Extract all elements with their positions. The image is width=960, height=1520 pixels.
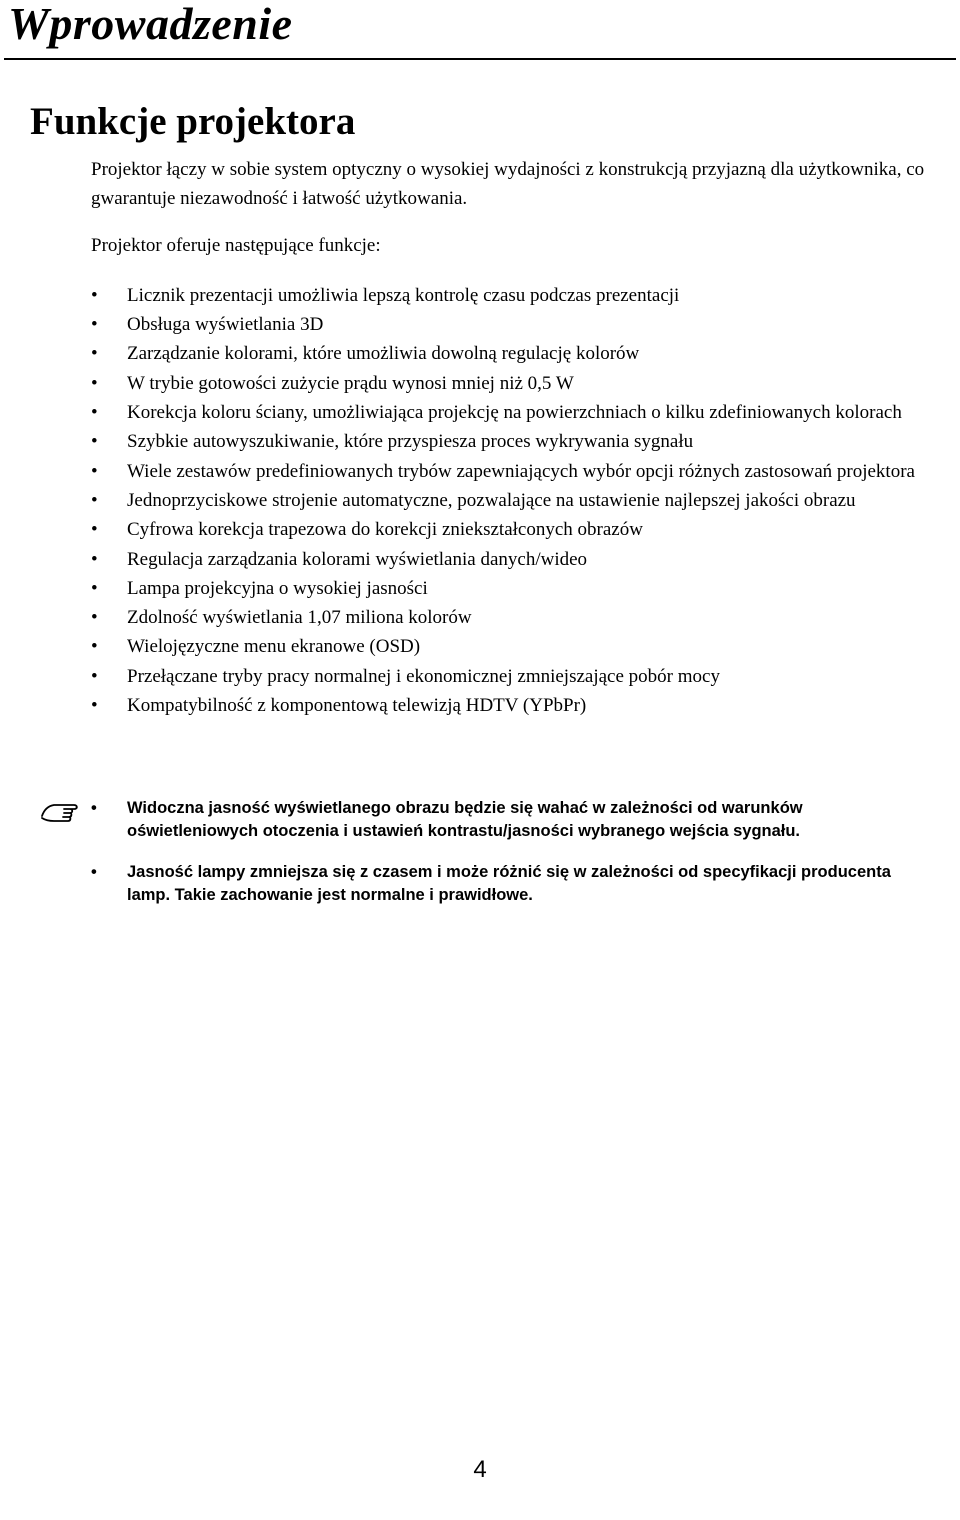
section-title: Funkcje projektora bbox=[30, 100, 356, 143]
feature-item bbox=[91, 486, 941, 515]
feature-text: Wiele zestawów predefiniowanych trybów zapewniających wybór opcji różnych zastosowań projektora bbox=[127, 460, 915, 482]
feature-item bbox=[91, 632, 941, 661]
intro-paragraph: Projektor łączy w sobie system optyczny o wysokiej wydajności z konstrukcją przyjazną dla użytkownika, co gwarantuje niezawodność i łatwość użytkowania. bbox=[91, 159, 925, 210]
feature-item bbox=[91, 427, 941, 456]
bullet-icon: • bbox=[91, 863, 97, 881]
bullet-icon: • bbox=[91, 343, 98, 365]
feature-text: Cyfrowa korekcja trapezowa do korekcji zniekształconych obrazów bbox=[127, 519, 643, 541]
bullet-icon: • bbox=[91, 519, 98, 541]
bullet-icon: • bbox=[91, 460, 98, 482]
feature-item bbox=[91, 603, 941, 632]
feature-text: Kompatybilność z komponentową telewizją HDTV (YPbPr) bbox=[127, 695, 587, 717]
feature-text: Korekcja koloru ściany, umożliwiająca projekcję na powierzchniach o kilku zdefiniowanych kolorach bbox=[127, 402, 902, 424]
feature-text: Jednoprzyciskowe strojenie automatyczne, pozwalające na ustawienie najlepszej jakości obrazu bbox=[127, 489, 856, 511]
feature-text: Przełączane tryby pracy normalnej i ekonomicznej zmniejszające pobór mocy bbox=[127, 665, 720, 687]
feature-text: Zdolność wyświetlania 1,07 miliona kolorów bbox=[127, 607, 472, 629]
feature-item bbox=[91, 339, 941, 368]
note-item bbox=[91, 861, 931, 906]
bullet-icon: • bbox=[91, 695, 98, 717]
bullet-icon: • bbox=[91, 284, 98, 306]
bullet-icon: • bbox=[91, 665, 98, 687]
feature-text: Szybkie autowyszukiwanie, które przyspiesza proces wykrywania sygnału bbox=[127, 431, 694, 453]
feature-item bbox=[91, 281, 941, 310]
bullet-icon: • bbox=[91, 489, 98, 511]
page-number: 4 bbox=[473, 1456, 487, 1483]
feature-text: W trybie gotowości zużycie prądu wynosi mniej niż 0,5 W bbox=[127, 372, 574, 394]
bullet-icon: • bbox=[91, 636, 98, 658]
bullet-icon: • bbox=[91, 548, 98, 570]
bullet-icon: • bbox=[91, 607, 98, 629]
note-text: Widoczna jasność wyświetlanego obrazu będzie się wahać w zależności od warunków oświetleniowych otoczenia i ustawień kontrastu/jasności wybranego wejścia sygnału. bbox=[127, 799, 803, 840]
feature-item bbox=[91, 310, 941, 339]
main-content bbox=[91, 155, 941, 720]
feature-text: Regulacja zarządzania kolorami wyświetlania danych/wideo bbox=[127, 548, 588, 570]
notes bbox=[91, 797, 931, 925]
feature-list bbox=[91, 281, 941, 720]
note-text: Jasność lampy zmniejsza się z czasem i może różnić się w zależności od specyfikacji producenta lamp. Takie zachowanie jest normalne i prawidłowe. bbox=[127, 863, 891, 904]
feature-item bbox=[91, 515, 941, 544]
bullet-icon: • bbox=[91, 431, 98, 453]
feature-item bbox=[91, 457, 941, 486]
feature-text: Wielojęzyczne menu ekranowe (OSD) bbox=[127, 636, 421, 658]
feature-text: Licznik prezentacji umożliwia lepszą kontrolę czasu podczas prezentacji bbox=[127, 284, 680, 306]
feature-item bbox=[91, 398, 941, 427]
feature-item bbox=[91, 574, 941, 603]
feature-item bbox=[91, 545, 941, 574]
feature-item bbox=[91, 369, 941, 398]
note-item bbox=[91, 797, 931, 842]
bullet-icon: • bbox=[91, 314, 98, 336]
pointing-hand-icon bbox=[40, 796, 82, 826]
bullet-icon: • bbox=[91, 372, 98, 394]
feature-text: Lampa projekcyjna o wysokiej jasności bbox=[127, 577, 428, 599]
feature-item bbox=[91, 662, 941, 691]
bullet-icon: • bbox=[91, 799, 97, 817]
feature-text: Zarządzanie kolorami, które umożliwia dowolną regulację kolorów bbox=[127, 343, 640, 365]
chapter-divider bbox=[4, 58, 956, 60]
feature-item bbox=[91, 691, 941, 720]
feature-text: Obsługa wyświetlania 3D bbox=[127, 314, 324, 336]
bullet-icon: • bbox=[91, 577, 98, 599]
bullet-icon: • bbox=[91, 402, 98, 424]
features-intro: Projektor oferuje następujące funkcje: bbox=[91, 234, 381, 256]
chapter-title: Wprowadzenie bbox=[8, 0, 293, 49]
